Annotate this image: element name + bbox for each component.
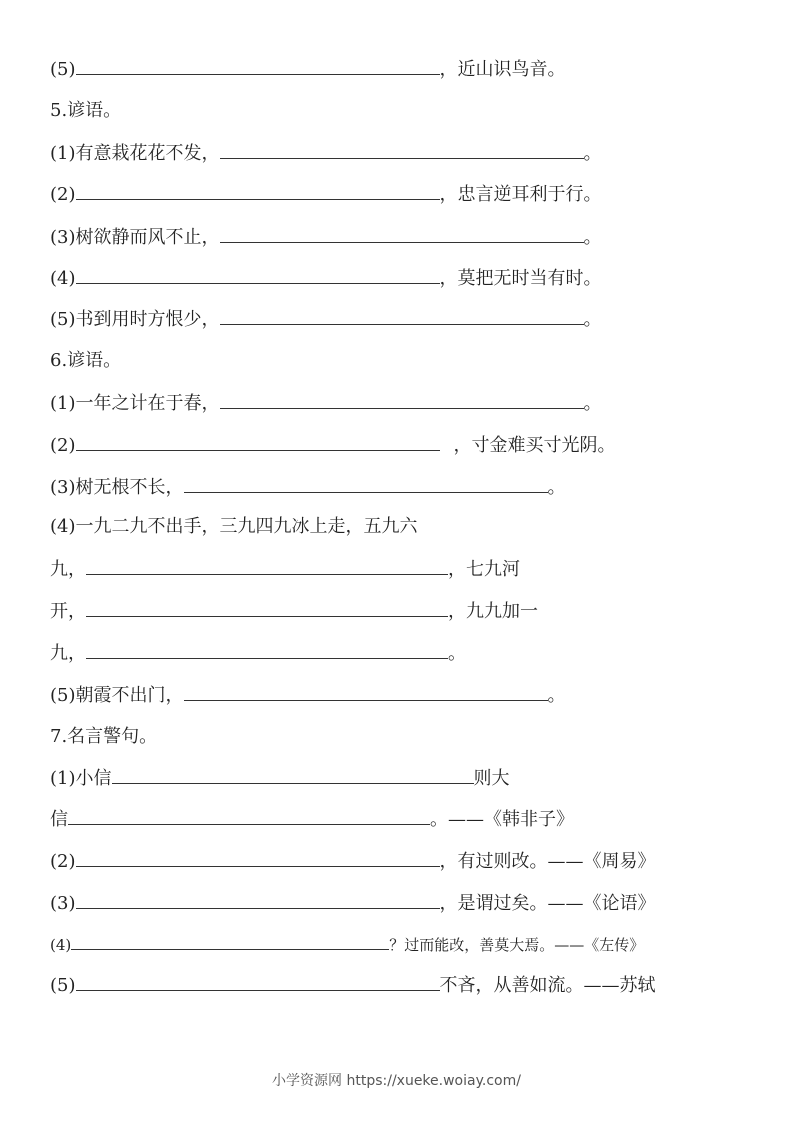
exercise-line: [50, 892, 656, 915]
answer-blank[interactable]: [76, 850, 440, 867]
answer-blank[interactable]: [86, 558, 448, 575]
line-prefix: (4): [50, 268, 76, 289]
line-prefix: (5)书到用时方恨少，: [50, 309, 220, 330]
answer-blank[interactable]: [76, 267, 440, 284]
answer-blank[interactable]: [86, 600, 448, 617]
line-suffix: 则大: [473, 768, 510, 789]
line-suffix: 。: [583, 143, 602, 164]
line-suffix: 。: [547, 477, 566, 498]
exercise-line: [50, 58, 566, 81]
line-prefix: (5): [50, 975, 76, 996]
exercise-line: [50, 142, 602, 165]
answer-blank[interactable]: [71, 936, 389, 950]
exercise-line: [50, 767, 510, 790]
line-suffix: 。: [583, 309, 602, 330]
line-prefix: (1)有意栽花花不发，: [50, 143, 220, 164]
line-prefix: (3): [50, 893, 76, 914]
line-prefix: (1)一年之计在于春，: [50, 393, 220, 414]
exercise-line: [50, 974, 656, 997]
answer-blank[interactable]: [220, 308, 584, 325]
line-prefix: (1)小信: [50, 768, 112, 789]
exercise-line: [50, 808, 574, 831]
line-suffix: ，近山识鸟音。: [439, 59, 566, 80]
line-prefix: 九，: [50, 643, 86, 664]
line-prefix: 信: [50, 809, 68, 830]
exercise-line: [50, 434, 616, 457]
line-suffix: ，七九河: [448, 559, 520, 580]
exercise-line: [50, 850, 656, 873]
line-prefix: (3)树无根不长，: [50, 477, 184, 498]
line-suffix: 不吝，从善如流。——苏轼: [439, 975, 656, 996]
exercise-line: [50, 600, 538, 623]
line-suffix: ，寸金难买寸光阴。: [453, 435, 616, 456]
line-prefix: 开，: [50, 601, 86, 622]
exercise-line: [50, 392, 602, 415]
exercise-line: [50, 476, 566, 499]
answer-blank[interactable]: [220, 142, 584, 159]
line-suffix: 。——《韩非子》: [430, 809, 574, 830]
line-suffix: ，有过则改。——《周易》: [439, 851, 656, 872]
line-suffix: 。: [583, 227, 602, 248]
section-heading: 6.谚语。: [50, 350, 122, 371]
exercise-line: [50, 226, 602, 249]
section-heading: 7.名言警句。: [50, 726, 158, 747]
line-suffix: ，忠言逆耳利于行。: [439, 184, 602, 205]
answer-blank[interactable]: [68, 808, 430, 825]
answer-blank[interactable]: [76, 434, 440, 451]
answer-blank[interactable]: [76, 892, 440, 909]
line-prefix: (4): [50, 936, 72, 954]
exercise-line: [50, 183, 602, 206]
line-prefix: (5): [50, 59, 76, 80]
answer-blank[interactable]: [76, 183, 440, 200]
line-suffix: ？过而能改，善莫大焉。——《左传》: [389, 936, 645, 954]
exercise-line: [50, 267, 602, 290]
line-suffix: ，是谓过矣。——《论语》: [439, 893, 656, 914]
line-suffix: 。: [547, 685, 566, 706]
answer-blank[interactable]: [184, 476, 548, 493]
answer-blank[interactable]: [76, 974, 440, 991]
exercise-line: [50, 934, 644, 956]
answer-blank[interactable]: [220, 392, 584, 409]
section-heading: 5.谚语。: [50, 100, 122, 121]
line-suffix: 。: [448, 643, 466, 664]
line-prefix: (2): [50, 435, 76, 456]
line-prefix: (3)树欲静而风不止，: [50, 227, 220, 248]
answer-blank[interactable]: [220, 226, 584, 243]
answer-blank[interactable]: [86, 642, 448, 659]
line-suffix: ，莫把无时当有时。: [439, 268, 602, 289]
footer-watermark: 小学资源网 https://xueke.woiay.com/: [272, 1073, 521, 1089]
line-prefix: (2): [50, 851, 76, 872]
line-prefix: (2): [50, 184, 76, 205]
exercise-line: [50, 642, 466, 665]
answer-blank[interactable]: [76, 58, 440, 75]
exercise-line: [50, 308, 602, 331]
line-suffix: ，九九加一: [448, 601, 538, 622]
line-prefix: 九，: [50, 559, 86, 580]
answer-blank[interactable]: [184, 684, 548, 701]
exercise-line: [50, 684, 566, 707]
line-prefix: (5)朝霞不出门，: [50, 685, 184, 706]
exercise-line: (4)一九二九不出手，三九四九冰上走，五九六: [50, 516, 418, 537]
answer-blank[interactable]: [112, 767, 474, 784]
line-suffix: 。: [583, 393, 602, 414]
exercise-line: [50, 558, 520, 581]
